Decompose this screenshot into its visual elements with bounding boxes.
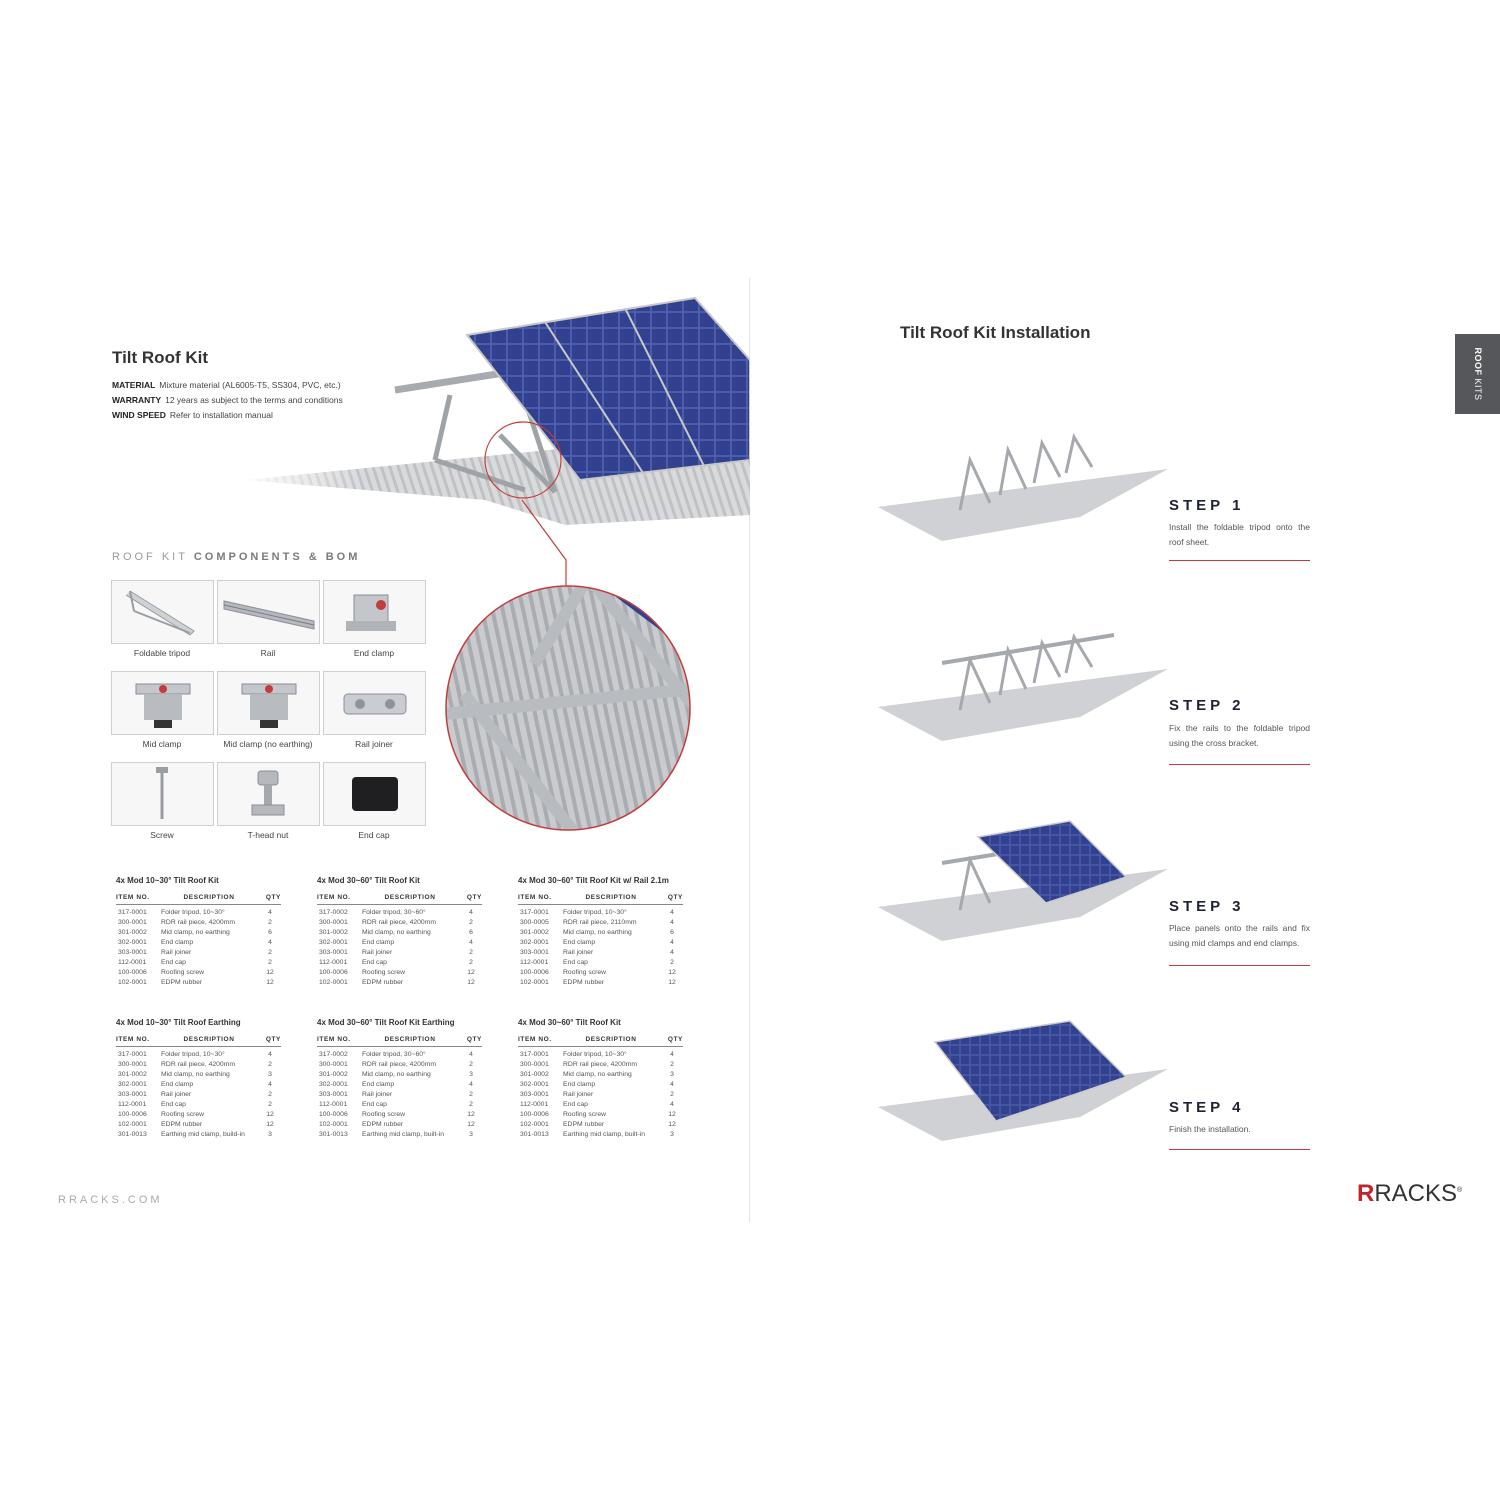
- table-row: [317, 1070, 482, 1080]
- bom-qty: 6: [469, 929, 473, 936]
- bom-description: RDR rail piece, 4200mm: [362, 919, 437, 926]
- component-end-cap-image: [323, 762, 426, 826]
- bom-description: RDR rail piece, 4200mm: [362, 1061, 437, 1068]
- bom-table-header: [518, 894, 683, 905]
- bom-item-no: 300-0001: [319, 919, 348, 926]
- bom-item-no: 301-0002: [520, 929, 549, 936]
- bom-qty: 2: [469, 1091, 473, 1098]
- step-2-text: Fix the rails to the foldable tripod using the cross bracket.: [1169, 723, 1310, 748]
- table-row: [317, 1130, 482, 1140]
- bom-item-no: 317-0001: [520, 1051, 549, 1058]
- rail-joiner-icon: [324, 672, 425, 734]
- bom-item-no: 302-0001: [118, 939, 147, 946]
- bom-description: Roofing screw: [362, 969, 406, 976]
- bom-item-no: 302-0001: [520, 1081, 549, 1088]
- bom-column-header: ITEM NO.: [518, 1036, 552, 1043]
- table-row: [116, 968, 281, 978]
- bom-description: Folder tripod, 10~30°: [161, 909, 225, 916]
- bom-qty: 2: [268, 1091, 272, 1098]
- bom-column-header: ITEM NO.: [518, 894, 552, 901]
- bom-qty: 12: [467, 1111, 475, 1118]
- rail-icon: [218, 581, 319, 643]
- bom-qty: 3: [469, 1071, 473, 1078]
- tripod-icon: [112, 581, 213, 643]
- bom-qty: 3: [268, 1071, 272, 1078]
- bom-description: End cap: [161, 959, 186, 966]
- bom-item-no: 301-0002: [520, 1071, 549, 1078]
- page-title: Tilt Roof Kit: [112, 348, 208, 367]
- bom-description: EDPM rubber: [161, 1121, 203, 1128]
- bom-item-no: 301-0013: [520, 1131, 549, 1138]
- table-row: [518, 958, 683, 968]
- bom-item-no: 300-0001: [118, 919, 147, 926]
- step-1-title: STEP 1: [1169, 497, 1245, 514]
- bom-description: Roofing screw: [161, 1111, 205, 1118]
- bom-qty: 4: [469, 1051, 473, 1058]
- bom-qty: 2: [670, 1091, 674, 1098]
- bom-item-no: 317-0001: [118, 909, 147, 916]
- table-row: [518, 1100, 683, 1110]
- bom-item-no: 102-0001: [319, 979, 348, 986]
- step-2-divider: [1169, 764, 1310, 765]
- bom-qty: 2: [469, 949, 473, 956]
- bom-description: Earthing mid clamp, built-in: [362, 1131, 444, 1138]
- bom-qty: 2: [469, 919, 473, 926]
- bom-item-no: 300-0001: [319, 1061, 348, 1068]
- table-row: [317, 1080, 482, 1090]
- bom-description: End clamp: [563, 1081, 596, 1088]
- bom-qty: 2: [469, 1061, 473, 1068]
- step-4-text: Finish the installation.: [1169, 1124, 1251, 1134]
- mid-clamp-icon: [112, 672, 213, 734]
- bom-column-header: QTY: [667, 1036, 683, 1043]
- spec-list: [112, 378, 343, 423]
- component-label: Screw: [150, 830, 174, 840]
- table-row: [116, 1100, 281, 1110]
- step-1-illustration: [830, 385, 1200, 585]
- bom-table: [317, 876, 482, 988]
- step-1-divider: [1169, 560, 1310, 561]
- table-row: [518, 918, 683, 928]
- bom-qty: 4: [670, 1101, 674, 1108]
- bom-item-no: 301-0002: [118, 1071, 147, 1078]
- bom-qty: 2: [268, 919, 272, 926]
- step-3-divider: [1169, 965, 1310, 966]
- step-3-illustration: [830, 785, 1200, 985]
- bom-description: Mid clamp, no earthing: [161, 1071, 230, 1078]
- section-tab-label: ROOF KITS: [1472, 347, 1483, 401]
- bom-item-no: 102-0001: [118, 979, 147, 986]
- component-tripod-image: [111, 580, 214, 644]
- zoom-detail-circle: [444, 584, 692, 832]
- bom-item-no: 317-0002: [319, 1051, 348, 1058]
- table-row: [116, 1110, 281, 1120]
- bom-description: Folder tripod, 10~30°: [563, 1051, 627, 1058]
- bom-column-header: DESCRIPTION: [585, 894, 637, 901]
- component-label: Mid clamp: [142, 739, 182, 749]
- table-row: [518, 978, 683, 988]
- bom-item-no: 301-0013: [118, 1131, 147, 1138]
- bom-description: Earthing mid clamp, build-in: [161, 1131, 245, 1138]
- bom-qty: 12: [467, 969, 475, 976]
- bom-qty: 3: [469, 1131, 473, 1138]
- step-3-text: Place panels onto the rails and fix using mid clamps and end clamps.: [1169, 923, 1310, 948]
- bom-table-title: 4x Mod 30~60° Tilt Roof Kit Earthing: [317, 1018, 455, 1027]
- bom-qty: 4: [670, 939, 674, 946]
- table-row: [317, 978, 482, 988]
- table-row: [317, 908, 482, 918]
- bom-qty: 2: [268, 1101, 272, 1108]
- bom-qty: 4: [670, 1051, 674, 1058]
- rracks-logo: RRACKS®: [1357, 1180, 1463, 1207]
- bom-item-no: 100-0006: [319, 969, 348, 976]
- step-1-text: Install the foldable tripod onto the roof sheet.: [1169, 522, 1310, 547]
- component-rail-image: [217, 580, 320, 644]
- bom-column-header: QTY: [265, 894, 281, 901]
- bom-description: Mid clamp, no earthing: [362, 929, 431, 936]
- bom-description: Folder tripod, 10~30°: [563, 909, 627, 916]
- bom-qty: 4: [670, 949, 674, 956]
- table-row: [116, 1050, 281, 1060]
- bom-description: End clamp: [362, 1081, 395, 1088]
- bom-description: Rail joiner: [563, 1091, 594, 1098]
- bom-column-header: DESCRIPTION: [183, 894, 235, 901]
- bom-item-no: 100-0006: [118, 1111, 147, 1118]
- bom-table: [116, 1018, 281, 1140]
- bom-qty: 12: [266, 969, 274, 976]
- bom-item-no: 303-0001: [520, 1091, 549, 1098]
- bom-description: Mid clamp, no earthing: [362, 1071, 431, 1078]
- bom-item-no: 300-0001: [118, 1061, 147, 1068]
- bom-description: Rail joiner: [563, 949, 594, 956]
- bom-qty: 2: [268, 1061, 272, 1068]
- bom-item-no: 317-0001: [118, 1051, 147, 1058]
- bom-description: Rail joiner: [362, 949, 393, 956]
- table-row: [116, 1070, 281, 1080]
- bom-column-header: DESCRIPTION: [585, 1036, 637, 1043]
- bom-description: RDR rail piece, 4200mm: [161, 919, 236, 926]
- table-row: [116, 938, 281, 948]
- bom-item-no: 301-0013: [319, 1131, 348, 1138]
- table-row: [317, 1110, 482, 1120]
- bom-item-no: 301-0002: [118, 929, 147, 936]
- bom-qty: 3: [268, 1131, 272, 1138]
- component-screw-image: [111, 762, 214, 826]
- bom-description: EDPM rubber: [362, 979, 404, 986]
- bom-item-no: 303-0001: [118, 949, 147, 956]
- table-row: [317, 1060, 482, 1070]
- bom-qty: 12: [668, 979, 676, 986]
- component-label: Rail: [260, 648, 276, 658]
- bom-column-header: ITEM NO.: [116, 894, 150, 901]
- bom-description: Rail joiner: [362, 1091, 393, 1098]
- bom-description: Folder tripod, 30~60°: [362, 909, 426, 916]
- bom-item-no: 300-0005: [520, 919, 549, 926]
- bom-qty: 6: [670, 929, 674, 936]
- bom-description: RDR rail piece, 4200mm: [563, 1061, 638, 1068]
- component-rail-joiner-image: [323, 671, 426, 735]
- table-row: [317, 1100, 482, 1110]
- bom-table-header: [317, 894, 482, 905]
- table-row: [317, 968, 482, 978]
- bom-description: Roofing screw: [563, 969, 607, 976]
- step-2-illustration: [830, 585, 1200, 785]
- bom-description: End cap: [362, 959, 387, 966]
- bom-description: End clamp: [563, 939, 596, 946]
- step-4-title: STEP 4: [1169, 1099, 1245, 1116]
- step-2-title: STEP 2: [1169, 697, 1245, 714]
- table-row: [317, 918, 482, 928]
- bom-item-no: 112-0001: [319, 1101, 348, 1108]
- bom-description: Folder tripod, 10~30°: [161, 1051, 225, 1058]
- bom-qty: 2: [469, 959, 473, 966]
- bom-item-no: 302-0001: [520, 939, 549, 946]
- mid-clamp-icon: [218, 672, 319, 734]
- table-row: [317, 1120, 482, 1130]
- component-t-head-nut-image: [217, 762, 320, 826]
- bom-item-no: 100-0006: [118, 969, 147, 976]
- component-end-clamp-image: [323, 580, 426, 644]
- component-label: T-head nut: [247, 830, 289, 840]
- bom-item-no: 112-0001: [520, 959, 549, 966]
- step-4-illustration: [830, 985, 1200, 1185]
- table-row: [116, 1130, 281, 1140]
- table-row: [317, 928, 482, 938]
- table-row: [518, 1060, 683, 1070]
- bom-column-header: QTY: [667, 894, 683, 901]
- bom-description: Rail joiner: [161, 1091, 192, 1098]
- bom-table-header: [116, 894, 281, 905]
- table-row: [518, 1130, 683, 1140]
- bom-description: End cap: [563, 1101, 588, 1108]
- bom-description: EDPM rubber: [161, 979, 203, 986]
- zoom-connector-line: [520, 498, 580, 588]
- table-row: [116, 1060, 281, 1070]
- bom-column-header: QTY: [466, 1036, 482, 1043]
- spec-warranty: WARRANTY 12 years as subject to the terms and conditions: [112, 395, 343, 405]
- end-cap-icon: [324, 763, 425, 825]
- bom-item-no: 100-0006: [520, 969, 549, 976]
- bom-column-header: DESCRIPTION: [384, 894, 436, 901]
- bom-qty: 4: [469, 1081, 473, 1088]
- table-row: [518, 1090, 683, 1100]
- table-row: [116, 1090, 281, 1100]
- table-row: [116, 918, 281, 928]
- bom-description: End clamp: [161, 1081, 194, 1088]
- step-3-title: STEP 3: [1169, 898, 1245, 915]
- bom-item-no: 112-0001: [118, 1101, 147, 1108]
- table-row: [518, 1050, 683, 1060]
- component-label: End cap: [358, 830, 390, 840]
- bom-column-header: QTY: [265, 1036, 281, 1043]
- bom-qty: 4: [670, 909, 674, 916]
- bom-qty: 4: [268, 909, 272, 916]
- table-row: [116, 1120, 281, 1130]
- bom-column-header: ITEM NO.: [116, 1036, 150, 1043]
- bom-item-no: 100-0006: [520, 1111, 549, 1118]
- bom-table-header: [317, 1036, 482, 1047]
- bom-description: RDR rail piece, 4200mm: [161, 1061, 236, 1068]
- bom-qty: 3: [670, 1071, 674, 1078]
- bom-qty: 3: [670, 1131, 674, 1138]
- bom-column-header: DESCRIPTION: [384, 1036, 436, 1043]
- bom-item-no: 112-0001: [319, 959, 348, 966]
- t-head-nut-icon: [218, 763, 319, 825]
- table-row: [116, 928, 281, 938]
- bom-description: Roofing screw: [362, 1111, 406, 1118]
- bom-qty: 4: [469, 939, 473, 946]
- table-row: [518, 1110, 683, 1120]
- bom-item-no: 300-0001: [520, 1061, 549, 1068]
- table-row: [518, 948, 683, 958]
- bom-qty: 2: [268, 949, 272, 956]
- end-clamp-icon: [324, 581, 425, 643]
- bom-qty: 12: [266, 1121, 274, 1128]
- bom-qty: 12: [467, 1121, 475, 1128]
- bom-qty: 4: [469, 909, 473, 916]
- bom-column-header: QTY: [466, 894, 482, 901]
- bom-qty: 4: [268, 939, 272, 946]
- bom-table: [518, 876, 683, 988]
- bom-qty: 2: [268, 959, 272, 966]
- bom-column-header: ITEM NO.: [317, 1036, 351, 1043]
- table-row: [116, 978, 281, 988]
- bom-qty: 12: [668, 1121, 676, 1128]
- bom-table-title: 4x Mod 30~60° Tilt Roof Kit w/ Rail 2.1m: [518, 876, 669, 885]
- step-4-divider: [1169, 1149, 1310, 1150]
- bom-item-no: 112-0001: [520, 1101, 549, 1108]
- bom-table-title: 4x Mod 30~60° Tilt Roof Kit: [518, 1018, 621, 1027]
- bom-description: EDPM rubber: [563, 979, 605, 986]
- table-row: [518, 1080, 683, 1090]
- bom-description: EDPM rubber: [563, 1121, 605, 1128]
- table-row: [317, 1050, 482, 1060]
- installation-title: Tilt Roof Kit Installation: [900, 323, 1091, 342]
- bom-qty: 2: [670, 1061, 674, 1068]
- bom-table-header: [116, 1036, 281, 1047]
- screw-icon: [112, 763, 213, 825]
- bom-table: [518, 1018, 683, 1140]
- bom-description: End clamp: [161, 939, 194, 946]
- bom-column-header: DESCRIPTION: [183, 1036, 235, 1043]
- bom-item-no: 317-0001: [520, 909, 549, 916]
- bom-item-no: 112-0001: [118, 959, 147, 966]
- table-row: [317, 958, 482, 968]
- component-label: End clamp: [353, 648, 395, 658]
- bom-description: Mid clamp, no earthing: [161, 929, 230, 936]
- bom-qty: 12: [467, 979, 475, 986]
- spec-material: MATERIAL Mixture material (AL6005-T5, SS304, PVC, etc.): [112, 380, 341, 390]
- table-row: [116, 958, 281, 968]
- bom-item-no: 317-0002: [319, 909, 348, 916]
- bom-item-no: 303-0001: [520, 949, 549, 956]
- bom-item-no: 303-0001: [319, 1091, 348, 1098]
- bom-qty: 12: [668, 1111, 676, 1118]
- table-row: [518, 928, 683, 938]
- bom-description: Earthing mid clamp, built-in: [563, 1131, 645, 1138]
- bom-column-header: ITEM NO.: [317, 894, 351, 901]
- bom-table-title: 4x Mod 10~30° Tilt Roof Kit: [116, 876, 219, 885]
- table-row: [518, 908, 683, 918]
- table-row: [116, 948, 281, 958]
- bom-item-no: 302-0001: [118, 1081, 147, 1088]
- bom-description: EDPM rubber: [362, 1121, 404, 1128]
- table-row: [317, 1090, 482, 1100]
- bom-item-no: 102-0001: [520, 1121, 549, 1128]
- table-row: [518, 1120, 683, 1130]
- bom-qty: 4: [670, 919, 674, 926]
- bom-item-no: 303-0001: [319, 949, 348, 956]
- table-row: [317, 938, 482, 948]
- footer-url: RRACKS.COM: [58, 1194, 163, 1206]
- bom-description: Roofing screw: [563, 1111, 607, 1118]
- bom-item-no: 301-0002: [319, 929, 348, 936]
- bom-table-title: 4x Mod 10~30° Tilt Roof Earthing: [116, 1018, 241, 1027]
- table-row: [317, 948, 482, 958]
- table-row: [116, 1080, 281, 1090]
- bom-qty: 12: [668, 969, 676, 976]
- bom-description: End clamp: [362, 939, 395, 946]
- table-row: [518, 968, 683, 978]
- spec-wind-speed: WIND SPEED Refer to installation manual: [112, 410, 273, 420]
- bom-description: Mid clamp, no earthing: [563, 929, 632, 936]
- bom-qty: 12: [266, 979, 274, 986]
- bom-item-no: 302-0001: [319, 1081, 348, 1088]
- bom-qty: 4: [670, 1081, 674, 1088]
- table-row: [518, 1070, 683, 1080]
- bom-qty: 4: [268, 1081, 272, 1088]
- bom-table-title: 4x Mod 30~60° Tilt Roof Kit: [317, 876, 420, 885]
- bom-qty: 6: [268, 929, 272, 936]
- bom-table: [317, 1018, 482, 1140]
- bom-description: Roofing screw: [161, 969, 205, 976]
- bom-description: End cap: [161, 1101, 186, 1108]
- bom-item-no: 102-0001: [118, 1121, 147, 1128]
- bom-item-no: 102-0001: [520, 979, 549, 986]
- bom-table-header: [518, 1036, 683, 1047]
- bom-description: RDR rail piece, 2110mm: [563, 919, 637, 926]
- bom-item-no: 301-0002: [319, 1071, 348, 1078]
- bom-table: [116, 876, 281, 988]
- bom-description: End cap: [563, 959, 588, 966]
- component-label: Rail joiner: [355, 739, 393, 749]
- section-tab: [1455, 334, 1500, 414]
- bom-item-no: 303-0001: [118, 1091, 147, 1098]
- bom-qty: 4: [268, 1051, 272, 1058]
- table-row: [518, 938, 683, 948]
- bom-description: Rail joiner: [161, 949, 192, 956]
- bom-qty: 2: [670, 959, 674, 966]
- bom-description: End cap: [362, 1101, 387, 1108]
- bom-description: Mid clamp, no earthing: [563, 1071, 632, 1078]
- bom-item-no: 302-0001: [319, 939, 348, 946]
- bom-qty: 12: [266, 1111, 274, 1118]
- bom-item-no: 100-0006: [319, 1111, 348, 1118]
- component-label: Foldable tripod: [133, 648, 191, 658]
- table-row: [116, 908, 281, 918]
- component-label: Mid clamp (no earthing): [223, 739, 313, 749]
- bom-qty: 2: [469, 1101, 473, 1108]
- component-mid-clamp-image: [111, 671, 214, 735]
- component-mid-clamp-no-earthing-image: [217, 671, 320, 735]
- bom-description: Folder tripod, 30~60°: [362, 1051, 426, 1058]
- bom-item-no: 102-0001: [319, 1121, 348, 1128]
- components-heading: ROOF KIT COMPONENTS & BOM: [112, 551, 361, 563]
